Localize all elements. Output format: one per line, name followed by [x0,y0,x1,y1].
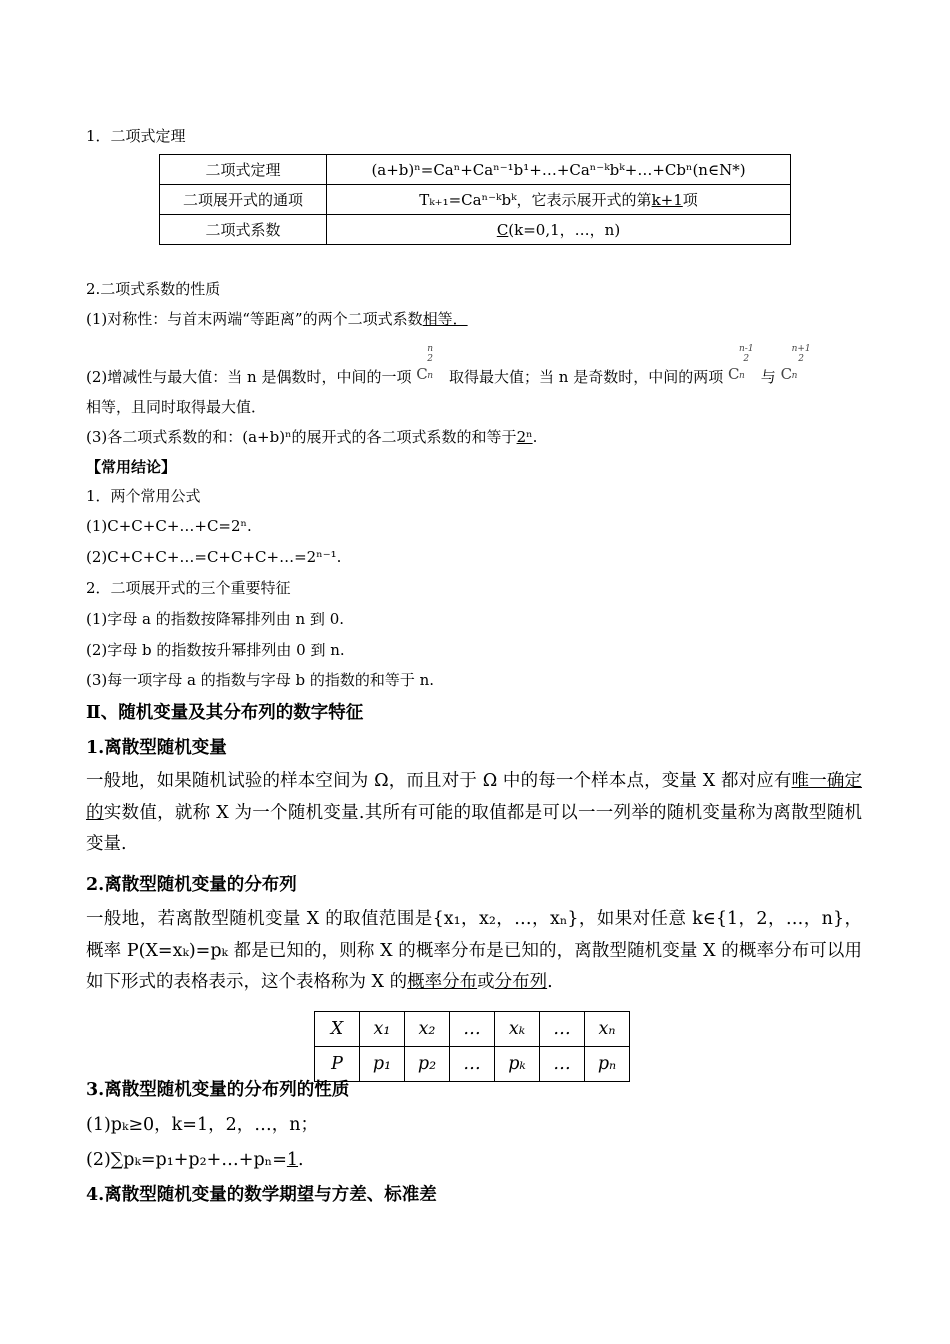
table-row-p [315,1047,630,1082]
comb-superscript [427,344,433,364]
text: . [547,972,553,992]
table-row [160,215,791,245]
property-sum [86,427,537,447]
combination-symbol: C n n 2 [416,366,444,382]
paragraph-distribution [86,904,862,999]
table-cell-value: (a+b)ⁿ=Caⁿ+Caⁿ⁻¹b¹+…+Caⁿ⁻ᵏbᵏ+…+Cbⁿ(n∈N*) [327,155,791,185]
conclusion-line: (2)字母 b 的指数按升幂排列由 0 到 n. [86,641,345,659]
table-cell: p₂ [405,1047,450,1082]
text: 取得最大值；当 n 是奇数时，中间的两项 [449,368,724,386]
property-symmetry [86,309,468,329]
part-two-title: Ⅱ、随机变量及其分布列的数字特征 [86,703,364,723]
text: . [532,428,538,446]
conclusion-line: (1)C+C+C+…+C=2ⁿ. [86,517,252,535]
underlined-answer: C [496,221,509,239]
paragraph-discrete-variable [86,766,862,861]
property-sum-one [86,1148,304,1172]
heading-distribution: 2.离散型随机变量的分布列 [86,875,297,895]
table-cell: p₁ [360,1047,405,1082]
property-monotonic-max [86,344,811,387]
underlined-answer: 1 [286,1150,299,1170]
comb-superscript [739,344,754,364]
text: (2)∑pₖ=p₁+p₂+…+pₙ= [86,1150,287,1170]
table-cell-value [327,215,791,245]
table-row [160,185,791,215]
text: (1)对称性：与首末两端“等距离”的两个二项式系数 [86,310,423,328]
property-nonnegative: (1)pₖ≥0，k=1，2，…，n； [86,1115,318,1135]
text: 或 [477,972,495,992]
text: 一般地，如果随机试验的样本空间为 Ω，而且对于 Ω 中的每一个样本点，变量 X 都对应有 [86,771,792,791]
table-cell-key: 二项展开式的通项 [160,185,327,215]
text: 实数值，就称 X 为一个随机变量.其所有可能的取值都是可以一一列举的随机变量称为离散型随机变量. [86,802,862,854]
text: 一般地，若离散型随机变量 X 的取值范围是{x₁，x₂，…，xₙ}，如果对任意 k∈{1，2，…，n}，概率 P(X=xₖ)=pₖ 都是已知的，则称 X 的概率分布是已知的，离散型随机变量 X 的概率分布可以用如下形式的表格表示，这个表格称为 X 的 [86,909,862,992]
comb-sup-den: 2 [743,354,750,364]
table-row [160,155,791,185]
underlined-answer: 相等． [422,310,468,328]
table-cell: x₂ [405,1012,450,1047]
section-title-binomial-theorem: 1．二项式定理 [86,127,186,145]
table-cell: … [450,1047,495,1082]
table-cell: x₁ [360,1012,405,1047]
table-cell: xₙ [585,1012,630,1047]
conclusion-line: 1．两个常用公式 [86,487,201,505]
comb-sup-num: n+1 [791,344,811,354]
table-cell: xₖ [495,1012,540,1047]
heading-distribution-properties: 3.离散型随机变量的分布列的性质 [86,1080,350,1100]
table-cell: pₙ [585,1047,630,1082]
underlined-answer: 分布列 [494,972,548,992]
underlined-answer: k+1 [651,191,683,209]
comb-sup-num: n [427,344,434,354]
table-row-x [315,1012,630,1047]
text: (2)增减性与最大值：当 n 是偶数时，中间的一项 [86,368,412,386]
text: 与 [760,368,776,386]
text: . [298,1150,304,1170]
table-cell: X [315,1012,360,1047]
text: (3)各二项式系数的和：(a+b)ⁿ的展开式的各二项式系数的和等于 [86,428,517,446]
property-monotonic-cont: 相等，且同时取得最大值． [86,398,267,416]
comb-sup-den: 2 [798,354,804,364]
binomial-theorem-table [159,154,791,245]
comb-sup-num: n-1 [739,344,754,354]
heading-expectation-variance: 4.离散型随机变量的数学期望与方差、标准差 [86,1185,437,1205]
comb-superscript [792,344,811,364]
common-conclusions-title: 【常用结论】 [86,458,177,476]
heading-discrete-variable: 1.离散型随机变量 [86,738,227,758]
text: Tₖ₊₁=Caⁿ⁻ᵏbᵏ，它表示展开式的第 [419,191,652,209]
combination-symbol: C n n-1 2 [728,366,756,382]
underlined-answer: 2ⁿ [516,428,533,446]
table-cell-key: 二项式定理 [160,155,327,185]
section-title-coefficient-properties: 2.二项式系数的性质 [86,280,221,298]
table-cell: … [540,1012,585,1047]
table-cell: P [315,1047,360,1082]
table-cell-key: 二项式系数 [160,215,327,245]
underlined-answer: 概率分布 [407,972,478,992]
distribution-table [314,1011,630,1082]
table-cell: … [450,1012,495,1047]
comb-subscript: n [739,371,745,381]
table-cell: … [540,1047,585,1082]
table-cell: pₖ [495,1047,540,1082]
comb-subscript: n [427,371,434,381]
conclusion-line: (1)字母 a 的指数按降幂排列由 n 到 0. [86,610,345,628]
text: (k=0,1，…，n) [508,221,621,239]
underlined-answer: 唯一确定的 [86,771,862,823]
comb-sup-den: 2 [427,354,433,364]
text: 项 [682,191,698,209]
table-cell-value [327,185,791,215]
comb-subscript: n [791,371,798,381]
combination-symbol: C n n+1 2 [781,366,809,382]
conclusion-line: (3)每一项字母 a 的指数与字母 b 的指数的和等于 n. [86,671,435,689]
conclusion-line: 2．二项展开式的三个重要特征 [86,579,291,597]
conclusion-line: (2)C+C+C+…=C+C+C+…=2ⁿ⁻¹. [86,548,342,566]
